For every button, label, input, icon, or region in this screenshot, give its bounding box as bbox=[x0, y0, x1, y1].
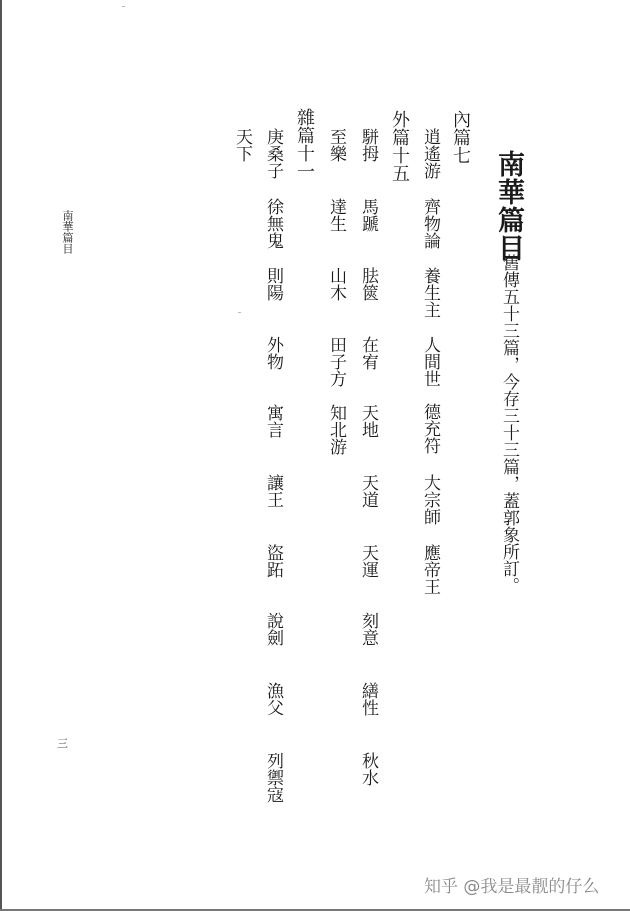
chapter-item: 應帝王 bbox=[420, 544, 440, 595]
chapter-item: 徐無鬼 bbox=[263, 198, 283, 249]
title-note: 舊傳五十三篇，今存三十三篇，蓋郭象所訂。 bbox=[499, 254, 519, 594]
chapter-item: 漁父 bbox=[263, 682, 283, 716]
chapter-item: 則陽 bbox=[263, 267, 283, 301]
chapter-item: 天運 bbox=[358, 544, 378, 578]
margin-running-title: 南華篇目 bbox=[61, 210, 74, 254]
chapter-item: 秋水 bbox=[358, 752, 378, 786]
chapter-item: 至樂 bbox=[326, 128, 346, 162]
section-heading-inner: 內篇七 bbox=[450, 110, 471, 164]
scan-speck bbox=[122, 6, 125, 7]
chapter-item: 山木 bbox=[326, 267, 346, 301]
page-border-left bbox=[0, 0, 2, 911]
section-heading-misc: 雜篇十一 bbox=[294, 108, 315, 180]
chapter-item: 田子方 bbox=[326, 336, 346, 387]
chapter-item: 外物 bbox=[263, 336, 283, 370]
scan-speck bbox=[238, 312, 241, 313]
chapter-item: 讓王 bbox=[263, 474, 283, 508]
chapter-item: 盜跖 bbox=[263, 544, 283, 578]
chapter-item: 說劍 bbox=[263, 612, 283, 646]
chapter-item: 刻意 bbox=[358, 612, 378, 646]
chapter-item: 天道 bbox=[358, 474, 378, 508]
page-title: 南華篇目 bbox=[493, 150, 524, 262]
chapter-item: 駢拇 bbox=[358, 128, 378, 162]
chapter-item: 達生 bbox=[326, 198, 346, 232]
chapter-item: 列禦寇 bbox=[263, 752, 283, 803]
chapter-item: 養生主 bbox=[420, 267, 440, 318]
zhihu-watermark: 知乎 @我是最靓的仔么 bbox=[424, 877, 600, 897]
chapter-item: 繕性 bbox=[358, 682, 378, 716]
chapter-item: 逍遙游 bbox=[420, 128, 440, 179]
chapter-item: 天下 bbox=[232, 128, 252, 162]
section-heading-outer: 外篇十五 bbox=[389, 110, 410, 182]
page-number: 三 bbox=[57, 737, 68, 750]
chapter-item: 知北游 bbox=[326, 404, 346, 455]
chapter-item: 胠篋 bbox=[358, 267, 378, 301]
chapter-item: 庚桑子 bbox=[263, 128, 283, 179]
chapter-item: 大宗師 bbox=[420, 474, 440, 525]
chapter-item: 德充符 bbox=[420, 403, 440, 454]
chapter-item: 在宥 bbox=[358, 336, 378, 370]
chapter-item: 天地 bbox=[358, 404, 378, 438]
chapter-item: 馬蹏 bbox=[358, 198, 378, 232]
chapter-item: 寓言 bbox=[263, 404, 283, 438]
chapter-item: 齊物論 bbox=[420, 198, 440, 249]
chapter-item: 人間世 bbox=[420, 336, 440, 387]
